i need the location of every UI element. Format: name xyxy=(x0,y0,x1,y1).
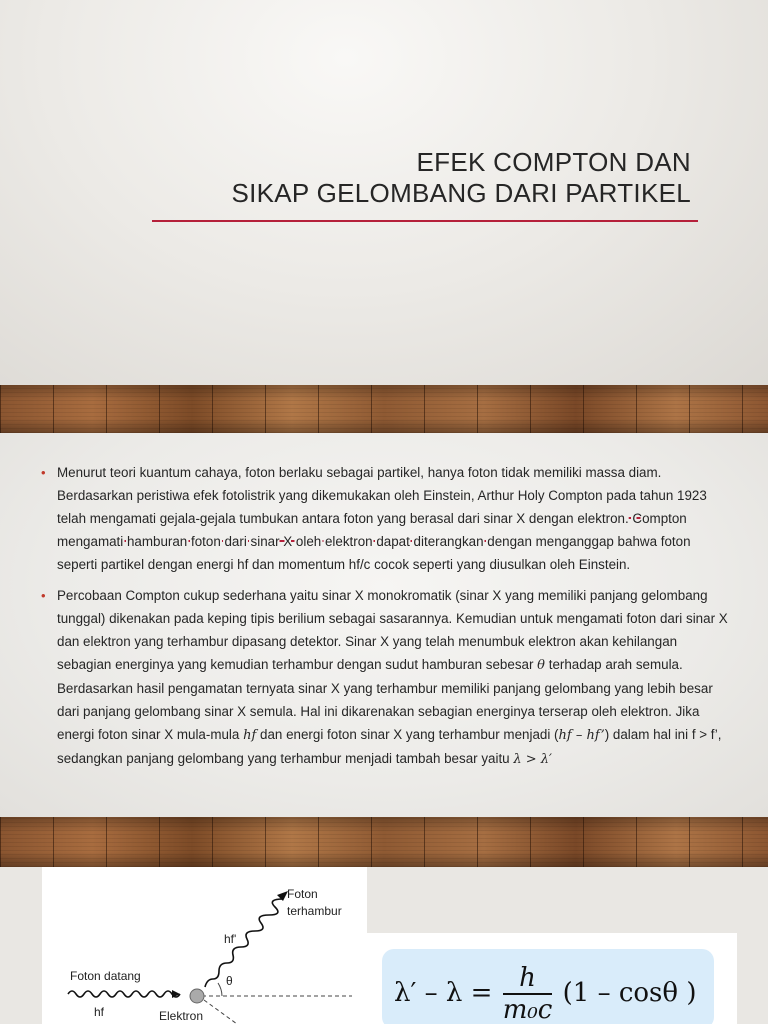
bullet2-text-c: dan energi foton sinar X yang terhambur menjadi ( xyxy=(260,727,559,742)
slide-title xyxy=(231,147,691,209)
formula-numerator: h xyxy=(503,963,553,995)
slide-title-line1: EFEK COMPTON DAN xyxy=(416,147,691,177)
formula-fraction xyxy=(503,963,553,1024)
bullet1-text-c: menganggap bahwa foton seperti partikel dengan energi hf dan momentum hf/c cocok seperti yang diusulkan oleh Einstein. xyxy=(57,534,691,572)
theta-symbol: θ xyxy=(537,658,545,673)
label-theta: θ xyxy=(226,974,233,988)
lambda-relation: λ > λ′ xyxy=(513,752,552,767)
formula-lhs: λ′ – λ = xyxy=(394,978,493,1008)
bullet2-text-d: ) dalam hal ini f > f’, sedangkan panjang gelombang yang terhambur menjadi tambah besar yaitu xyxy=(57,727,722,766)
formula-rhs: (1 – cosθ ) xyxy=(562,978,697,1008)
label-hf-prime: hf' xyxy=(224,932,237,946)
formula-box xyxy=(382,949,714,1024)
incoming-photon-wave xyxy=(68,991,180,997)
label-foton-terhambur-1: Foton xyxy=(287,887,318,901)
wood-floor-divider xyxy=(0,385,768,433)
recoil-line xyxy=(204,1000,237,1024)
bullet-marker-icon: • xyxy=(41,588,46,603)
bullet-item xyxy=(40,584,730,771)
bullet2-text-b: terhadap arah semula. Berdasarkan hasil pengamatan ternyata sinar X yang terhambur memiliki panjang gelombang yang lebih besar dari panjang gelombang sinar X semula. Hal ini dikarenakan sebagian energinya terserap oleh elektron. Jika energi foton sinar X mula-mula xyxy=(57,657,713,742)
formula-denominator: m₀c xyxy=(502,995,553,1024)
bullet-list xyxy=(40,461,730,771)
formula-panel xyxy=(367,933,737,1024)
diagram-slide xyxy=(0,867,768,1024)
electron-dot xyxy=(190,989,204,1003)
title-slide xyxy=(0,0,768,385)
bullet2-text-a: Percobaan Compton cukup sederhana yaitu sinar X monokromatik (sinar X yang memiliki panjang gelombang tunggal) dikenakan pada keping tipis berilium sebagai sasarannya. Kemudian untuk mengamati foton dari sinar X dan elektron yang terhambur dipasang detektor. Sinar X yang telah menumbuk elektron akan kehilangan sebagian energinya yang kemudian terhambur dengan sudut hamburan sebesar xyxy=(57,588,728,672)
bullet1-text-underlined: Compton mengamati hamburan foton dari sinar X oleh elektron dapat diterangkan dengan xyxy=(57,511,687,549)
bullet-item xyxy=(40,461,730,576)
compton-diagram-svg xyxy=(42,867,367,1024)
scattered-photon-wave xyxy=(205,899,283,987)
bullet-marker-icon: • xyxy=(41,465,46,480)
label-elektron: Elektron xyxy=(159,1009,204,1023)
hf-symbol: hf xyxy=(243,728,257,743)
slide-title-line2: SIKAP GELOMBANG DARI PARTIKEL xyxy=(231,178,691,208)
content-slide xyxy=(0,433,768,817)
compton-formula xyxy=(394,963,696,1024)
bullet-text xyxy=(57,584,730,771)
compton-diagram xyxy=(42,867,367,1024)
title-divider xyxy=(152,220,698,222)
wood-floor-divider xyxy=(0,817,768,867)
label-hf: hf xyxy=(94,1005,105,1019)
bullet1-text-a: Menurut teori kuantum cahaya, foton berlaku sebagai partikel, hanya foton tidak memiliki massa diam. Berdasarkan peristiwa efek fotolistrik yang dikemukakan oleh Einstein, Arthur Holy Compton pada tahun 1923 telah mengamati gejala-gejala tumbukan antara foton yang berasal dari sinar X dengan elektron. xyxy=(57,465,707,526)
theta-arc xyxy=(218,983,222,996)
label-foton-datang: Foton datang xyxy=(70,969,141,983)
label-foton-terhambur-2: terhambur xyxy=(287,904,342,918)
hf-minus-symbol: hf – hf’ xyxy=(558,728,605,743)
bullet-text xyxy=(57,461,730,576)
